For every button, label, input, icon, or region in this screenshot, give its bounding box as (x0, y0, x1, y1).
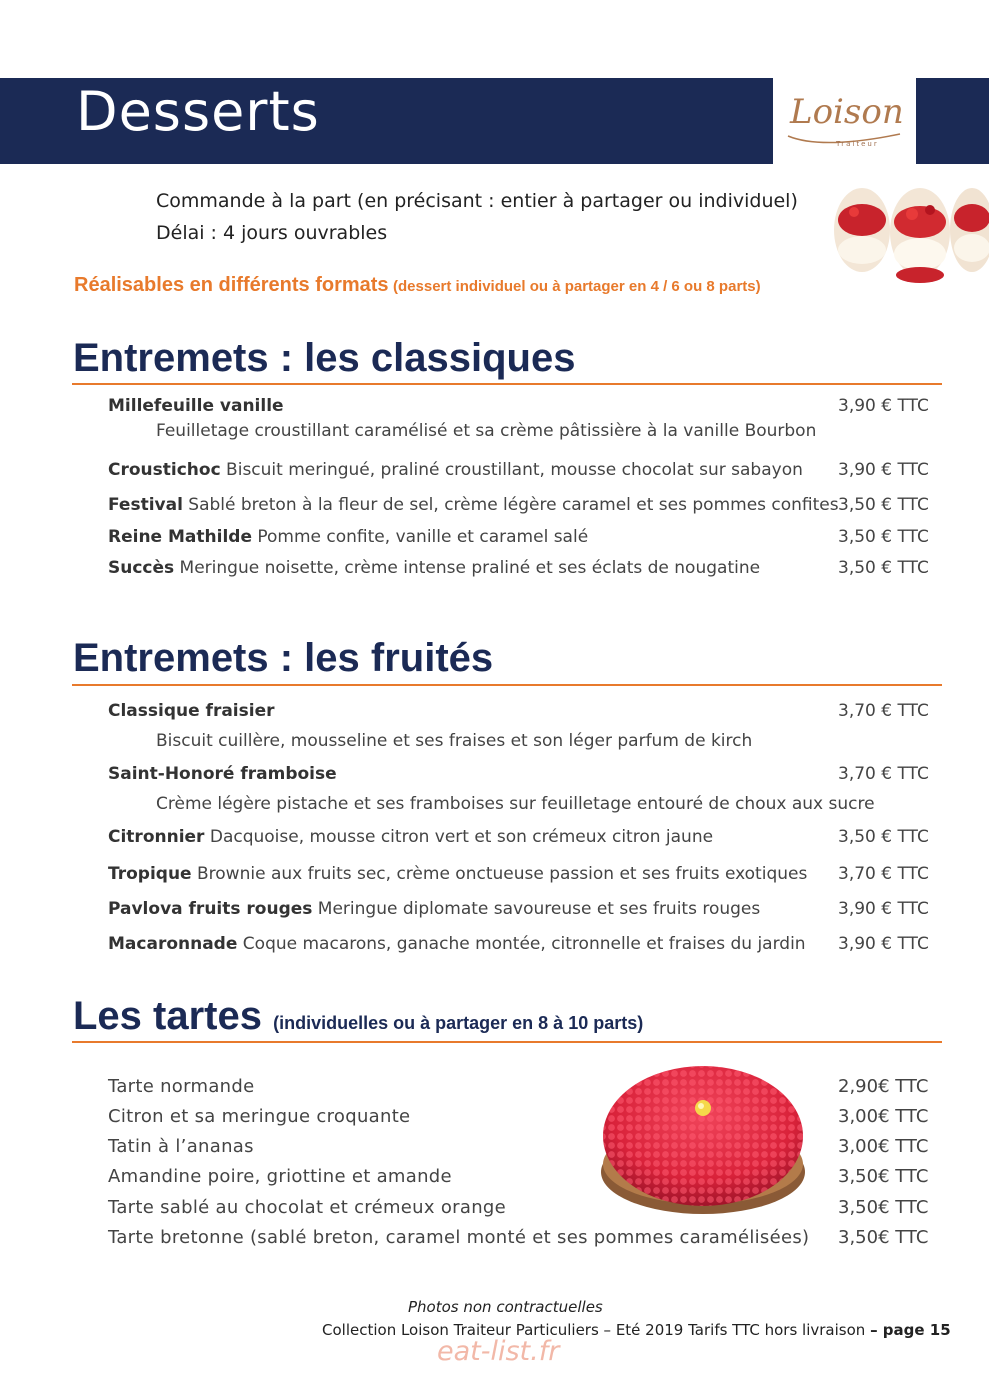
watermark: eat-list.fr (437, 1336, 560, 1367)
item-price: 3,50€ TTC (838, 1197, 929, 1218)
item-desc: Sablé breton à la fleur de sel, crème légère caramel et ses pommes confites (182, 495, 839, 515)
menu-item (108, 495, 839, 515)
item-price: 3,70 € TTC (838, 701, 929, 721)
formats-main: Réalisables en différents formats (74, 274, 389, 296)
item-price: 3,70 € TTC (838, 764, 929, 784)
menu-item (108, 899, 828, 919)
footer-page: – page 15 (870, 1321, 951, 1339)
section-divider (72, 383, 942, 385)
item-price: 2,90€ TTC (838, 1076, 929, 1097)
item-desc: Meringue noisette, crème intense praliné et ses éclats de nougatine (174, 558, 761, 578)
item-price: 3,50 € TTC (838, 495, 929, 515)
menu-item (108, 827, 828, 847)
item-price: 3,90 € TTC (838, 899, 929, 919)
menu-item (108, 864, 828, 884)
item-desc: Coque macarons, ganache montée, citronnelle et fraises du jardin (237, 934, 806, 954)
item-price: 3,70 € TTC (838, 864, 929, 884)
formats-note: (dessert individuel ou à partager en 4 / 6 ou 8 parts) (393, 278, 761, 295)
footer-collection-text: Collection Loison Traiteur Particuliers – Eté 2019 Tarifs TTC hors livraison (322, 1321, 871, 1339)
item-price: 3,50€ TTC (838, 1166, 929, 1187)
header-bar-right (916, 78, 989, 164)
item-name: Croustichoc (108, 460, 221, 480)
item-name: Festival (108, 495, 183, 515)
item-price: 3,90 € TTC (838, 934, 929, 954)
item-name: Saint-Honoré framboise (108, 764, 337, 784)
item-subdesc: Crème légère pistache et ses framboises sur feuilletage entouré de choux aux sucre (156, 794, 875, 814)
tartes-title: Les tartes (73, 994, 262, 1038)
tarte-name: Tarte bretonne (sablé breton, caramel monté et ses pommes caramélisées) (108, 1227, 810, 1248)
item-desc: Pomme confite, vanille et caramel salé (251, 527, 589, 547)
item-name: Reine Mathilde (108, 527, 252, 547)
page-title: Desserts (76, 80, 320, 143)
item-price: 3,90 € TTC (838, 396, 929, 416)
section-title-classiques: Entremets : les classiques (73, 336, 576, 380)
item-price: 3,90 € TTC (838, 460, 929, 480)
menu-item (108, 527, 828, 547)
item-name: Macaronnade (108, 934, 238, 954)
verrines-photo (832, 170, 989, 295)
footer-photos-note: Photos non contractuelles (408, 1298, 603, 1316)
item-subdesc: Feuilletage croustillant caramélisé et sa crème pâtissière à la vanille Bourbon (156, 421, 817, 441)
item-price: 3,50€ TTC (838, 1227, 929, 1248)
item-subdesc: Biscuit cuillère, mousseline et ses fraises et son léger parfum de kirch (156, 731, 753, 751)
tarte-name: Tatin à l’ananas (108, 1136, 254, 1157)
section-title-tartes (73, 994, 643, 1039)
menu-item (108, 558, 828, 578)
formats-banner (74, 274, 761, 297)
raspberry-tart-photo (598, 1060, 808, 1220)
footer-collection (322, 1321, 951, 1339)
section-title-fruites: Entremets : les fruités (73, 636, 494, 680)
item-desc: Meringue diplomate savoureuse et ses fruits rouges (312, 899, 761, 919)
item-name: Citronnier (108, 827, 205, 847)
item-name: Tropique (108, 864, 192, 884)
logo-subtext: Traiteur (836, 140, 879, 148)
menu-item (108, 701, 828, 721)
intro-line-order: Commande à la part (en précisant : entier à partager ou individuel) (156, 190, 798, 212)
item-price: 3,00€ TTC (838, 1136, 929, 1157)
item-desc: Brownie aux fruits sec, crème onctueuse passion et ses fruits exotiques (191, 864, 808, 884)
tarte-name: Amandine poire, griottine et amande (108, 1166, 452, 1187)
menu-item (108, 460, 828, 480)
loison-logo (782, 84, 912, 154)
item-desc: Biscuit meringué, praliné croustillant, mousse chocolat sur sabayon (220, 460, 803, 480)
menu-item (108, 396, 828, 416)
section-divider (72, 1041, 942, 1043)
section-divider (72, 684, 942, 686)
tarte-name: Tarte sablé au chocolat et crémeux orange (108, 1197, 506, 1218)
item-price: 3,50 € TTC (838, 527, 929, 547)
intro-line-delay: Délai : 4 jours ouvrables (156, 222, 388, 244)
item-price: 3,50 € TTC (838, 827, 929, 847)
menu-item (108, 764, 828, 784)
item-name: Succès (108, 558, 175, 578)
item-desc: Dacquoise, mousse citron vert et son crémeux citron jaune (204, 827, 714, 847)
item-name: Classique fraisier (108, 701, 275, 721)
item-name: Millefeuille vanille (108, 396, 284, 416)
tartes-note: (individuelles ou à partager en 8 à 10 parts) (273, 1013, 644, 1033)
item-price: 3,00€ TTC (838, 1106, 929, 1127)
logo-text: Loison (790, 92, 904, 132)
item-name: Pavlova fruits rouges (108, 899, 313, 919)
menu-item (108, 934, 828, 954)
item-price: 3,50 € TTC (838, 558, 929, 578)
tarte-name: Citron et sa meringue croquante (108, 1106, 411, 1127)
tarte-name: Tarte normande (108, 1076, 255, 1097)
